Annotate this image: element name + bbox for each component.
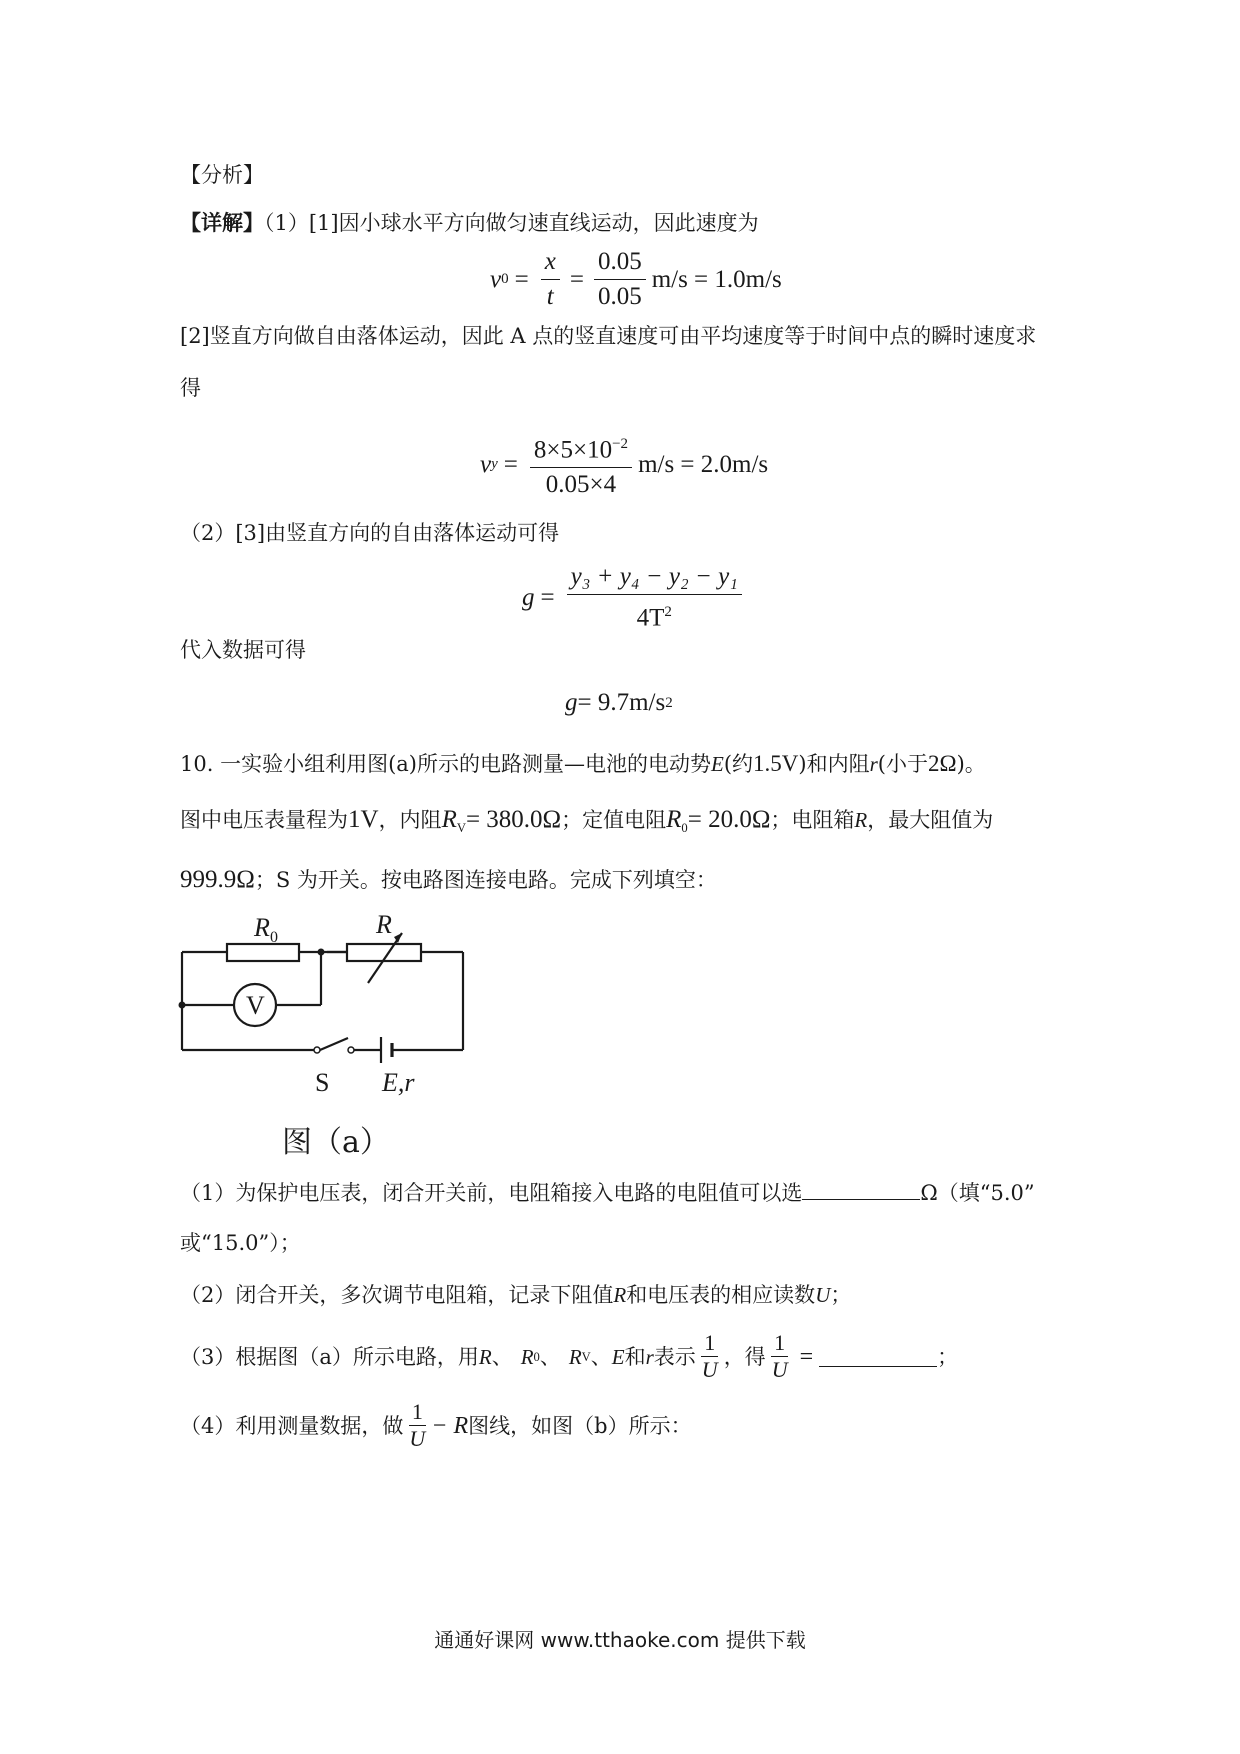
label-r0: R <box>254 913 270 942</box>
detail-p4: 代入数据可得 <box>180 638 306 662</box>
label-r: R <box>376 910 392 939</box>
footer: 通通好课网 www.tthaoke.com 提供下载 <box>434 1628 806 1652</box>
label-r0-sub: 0 <box>270 929 278 946</box>
answer-blank-2[interactable] <box>819 1346 937 1367</box>
equation-vy: v y = $\frac{8\times 5\times 10^{-2}}{0.05\times 4}$ m/s = 2.0m/s <box>480 430 768 499</box>
switch-s <box>320 1038 348 1050</box>
resistor-r0 <box>227 944 299 961</box>
equation-v0: v 0 = $\frac{x}{t}$ = $\frac{0.05}{0.05}$ m/s = 1.0m/s <box>490 248 782 310</box>
eq4-sup: 2 <box>665 694 673 711</box>
label-s: S <box>315 1068 330 1097</box>
eq2-frac: $\frac{8\times 5\times 10^{-2}}{0.05\times 4}$ <box>530 430 632 499</box>
figure-caption: 图（a） <box>282 1125 390 1160</box>
label-v: V <box>246 991 265 1020</box>
detail-p2-line1: [2]竖直方向做自由落体运动，因此 A 点的竖直速度可由平均速度等于时间中点的瞬时速度求 <box>180 324 1037 348</box>
sub2: （2）闭合开关，多次调节电阻箱，记录下阻值R和电压表的相应读数U； <box>180 1283 852 1307</box>
sub1-line1: （1）为保护电压表，闭合开关前，电阻箱接入电路的电阻值可以选 Ω（填“5.0” <box>180 1181 1035 1205</box>
q10-line1: 10. 一实验小组利用图(a)所示的电路测量—电池的电动势E(约1.5V)和内阻r(小于2Ω)。 <box>180 751 986 776</box>
q10-line2: 图中电压表量程为1V，内阻$R_V= 380.0\Omega$；定值电阻$R_0= 20.0\Omega$；电阻箱R，最大阻值为 <box>180 806 994 836</box>
q10-line3: 999.9Ω；S 为开关。按电路图连接电路。完成下列填空： <box>180 866 717 893</box>
eq3-lhs: g <box>522 583 535 611</box>
eq2-lhs: v <box>480 450 492 478</box>
answer-blank-1[interactable] <box>802 1179 920 1200</box>
analysis-heading: 【分析】 <box>180 163 264 187</box>
detail-heading: 【详解】 <box>180 210 264 235</box>
eq2-lhs-sub: y <box>491 456 498 473</box>
eq2-tail: m/s = 2.0m/s <box>638 450 769 478</box>
equation-g-value: g = 9.7m/s 2 <box>565 689 673 716</box>
sub3: （3）根据图（a）所示电路，用 R 、 R 0 、 R V 、 E 和 r 表示 $\frac{1}{U}$ ，得 $\frac{1}{U}$ = ； <box>180 1330 959 1382</box>
detail-p2-line2: 得 <box>180 376 201 400</box>
eq1-frac2: $\frac{0.05}{0.05}$ <box>594 248 646 311</box>
eq1-lhs-sub: 0 <box>501 271 509 287</box>
sub3-frac-a: $\frac{1}{U}$ <box>701 1330 718 1382</box>
eq1-lhs: v <box>490 265 502 293</box>
sub3-frac-b: $\frac{1}{U}$ <box>771 1330 788 1382</box>
eq1-tail: m/s = 1.0m/s <box>651 265 782 293</box>
eq1-frac1: $\frac{x}{t}$ <box>541 248 560 311</box>
label-er: E,r <box>382 1068 415 1097</box>
detail-p3: （2）[3]由竖直方向的自由落体运动可得 <box>180 521 560 545</box>
equation-g: g = $\frac{\text{y₃ + y₄ − y₂ − y₁}}{4T^2}$ <box>522 563 748 632</box>
eq4-text: = 9.7m/s <box>577 689 666 716</box>
circuit-diagram <box>170 905 490 1097</box>
detail-intro-text: （1）[1]因小球水平方向做匀速直线运动，因此速度为 <box>264 211 759 235</box>
sub4: （4）利用测量数据，做 $\frac{1}{U}$ − R 图线，如图（b）所示： <box>180 1399 692 1451</box>
eq3-frac: $\frac{\text{y₃ + y₄ − y₂ − y₁}}{4T^2}$ <box>567 563 742 632</box>
sub1-line2: 或“15.0”）； <box>180 1231 301 1255</box>
sub4-frac: $\frac{1}{U}$ <box>409 1399 426 1451</box>
detail-intro <box>180 208 759 238</box>
